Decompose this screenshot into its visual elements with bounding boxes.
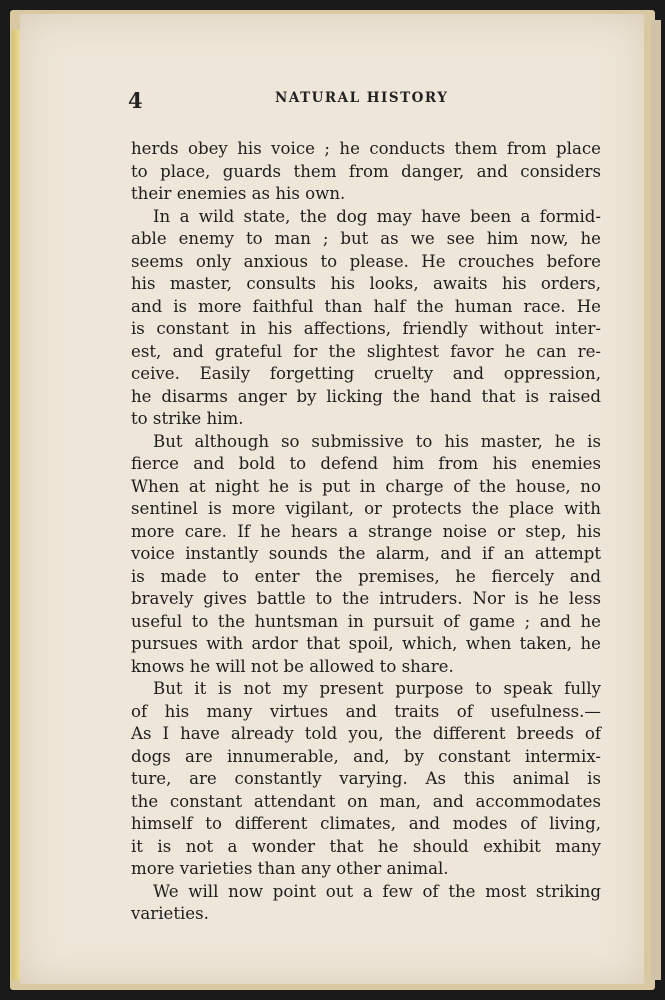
body-text <box>131 138 601 926</box>
text-line: to place, guards them from danger, and considers <box>131 161 601 181</box>
text-line: is constant in his affections, friendly without inter- <box>131 319 601 338</box>
text-line: ceive. Easily forgetting cruelty and oppression, <box>131 364 601 383</box>
text-line: their enemies as his own. <box>131 184 346 203</box>
running-head: NATURAL HISTORY <box>275 90 449 106</box>
text-line: fierce and bold to defend him from his enemies <box>131 454 601 473</box>
text-line: As I have already told you, the different breeds of <box>131 724 601 743</box>
text-line: herds obey his voice ; he conducts them from place <box>131 139 601 158</box>
text-line: he disarms anger by licking the hand that is raised <box>131 386 601 406</box>
text-line: useful to the huntsman in pursuit of game ; and he <box>131 611 601 631</box>
text-line: est, and grateful for the slightest favor he can re- <box>131 341 601 361</box>
next-page-edge <box>651 20 661 980</box>
text-line: ture, are constantly varying. As this animal is <box>131 769 601 788</box>
text-line: In a wild state, the dog may have been a formid- <box>153 206 601 226</box>
text-line: We will now point out a few of the most striking <box>153 881 601 901</box>
text-line: the constant attendant on man, and accommodates <box>131 791 601 811</box>
page-number: 4 <box>128 88 143 113</box>
text-line: and is more faithful than half the human race. He <box>131 296 601 316</box>
page-edge-binding <box>12 30 20 980</box>
text-line: himself to different climates, and modes of living, <box>131 814 601 833</box>
text-line: pursues with ardor that spoil, which, when taken, he <box>131 634 601 653</box>
text-line: his master, consults his looks, awaits his orders, <box>131 274 601 293</box>
text-line: dogs are innumerable, and, by constant intermix- <box>131 746 601 766</box>
text-line: knows he will not be allowed to share. <box>131 656 454 676</box>
page-header <box>20 88 644 118</box>
text-line: more varieties than any other animal. <box>131 859 449 878</box>
text-line: of his many virtues and traits of usefulness.— <box>131 701 601 721</box>
text-line: more care. If he hears a strange noise or step, his <box>131 521 601 541</box>
text-line: it is not a wonder that he should exhibit many <box>131 836 601 856</box>
text-line: sentinel is more vigilant, or protects the place with <box>131 499 601 518</box>
text-line: to strike him. <box>131 409 244 428</box>
text-line: But although so submissive to his master, he is <box>153 431 601 451</box>
text-line: seems only anxious to please. He crouches before <box>131 251 601 271</box>
text-line: is made to enter the premises, he fiercely and <box>131 566 601 586</box>
text-line: But it is not my present purpose to speak fully <box>153 679 601 698</box>
text-line: When at night he is put in charge of the house, no <box>131 476 601 496</box>
book-page <box>20 14 644 984</box>
text-line: bravely gives battle to the intruders. Nor is he less <box>131 589 601 608</box>
text-line: varieties. <box>131 904 209 923</box>
text-line: voice instantly sounds the alarm, and if an attempt <box>131 544 601 563</box>
text-line: able enemy to man ; but as we see him now, he <box>131 229 601 248</box>
